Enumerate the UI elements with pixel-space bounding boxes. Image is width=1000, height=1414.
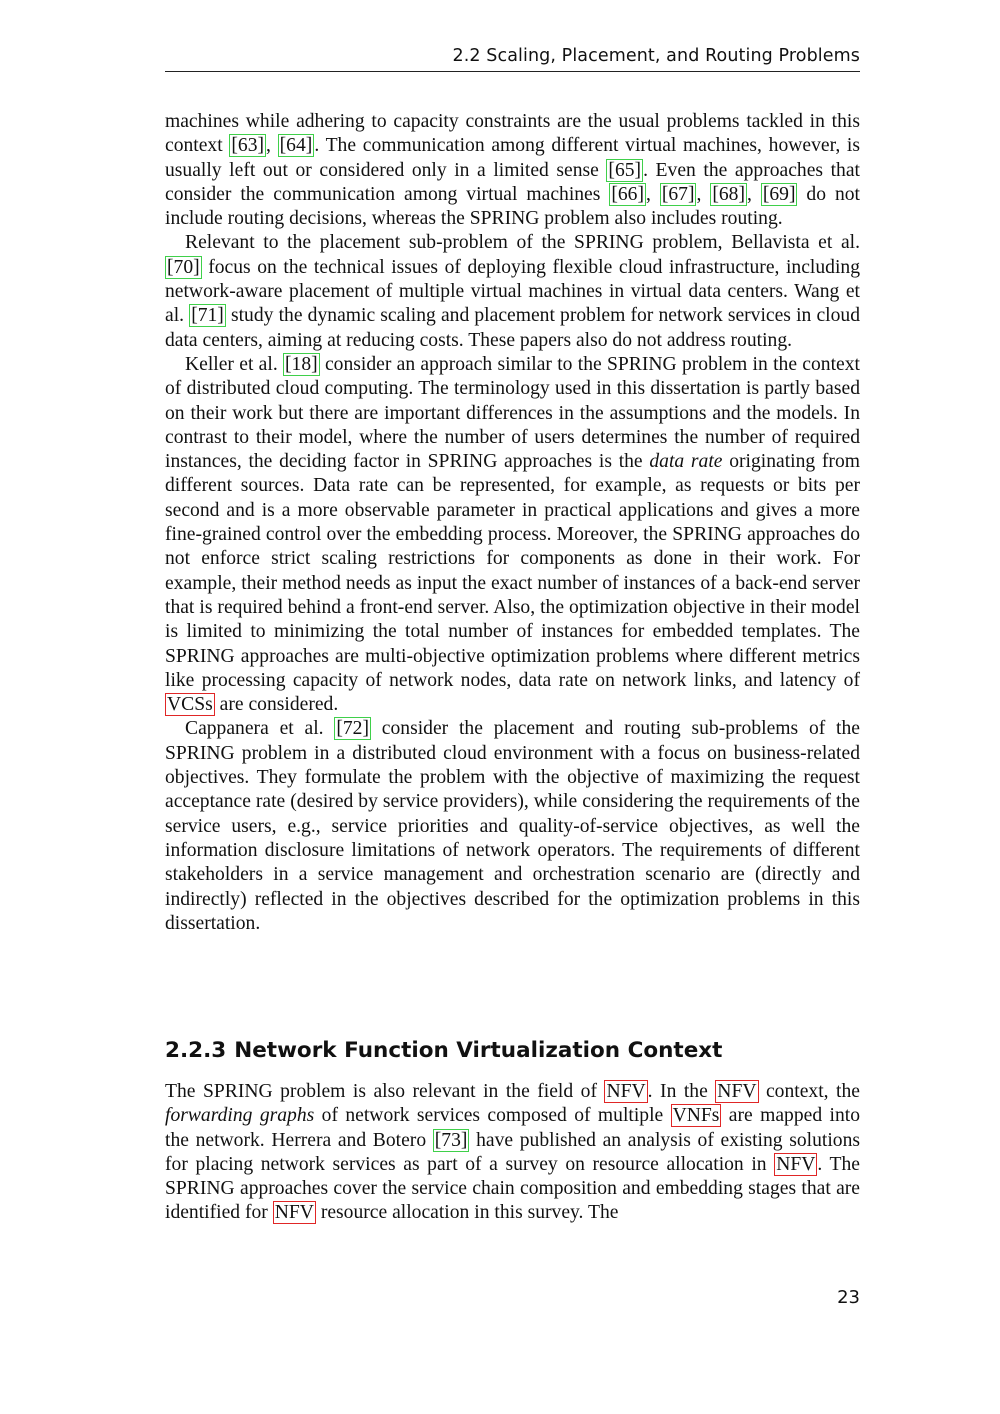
acronym-link[interactable]: NFV bbox=[606, 1081, 646, 1102]
citation-link[interactable]: [70] bbox=[167, 256, 200, 278]
text-run: of network services composed of multiple bbox=[314, 1105, 671, 1127]
citation-link[interactable]: [72] bbox=[336, 718, 369, 740]
text-run: are considered. bbox=[214, 694, 339, 716]
text-run: focus on the technical issues of deploying flexible cloud infrastructure, including network-aware placement of multiple virtual machines in virtual data centers. Wang et al. bbox=[165, 256, 860, 327]
text-run: study the dynamic scaling and placement problem for network services in cloud data centers, aiming at reducing costs. These papers also do not address routing. bbox=[165, 305, 861, 351]
text-run: . The communication among different virtual machines, however, is usually left out or considered only in a limited sense bbox=[165, 135, 860, 181]
citation-link[interactable]: [63] bbox=[231, 135, 265, 157]
acronym-link[interactable]: VNFs bbox=[672, 1105, 720, 1127]
citation-link[interactable]: [67] bbox=[661, 183, 695, 205]
text-run: have published an analysis of existing solutions for placing network services as part of a survey on resource allocation in bbox=[165, 1129, 860, 1175]
text-run: resource allocation in this survey. The bbox=[315, 1202, 619, 1224]
section-heading bbox=[165, 1038, 860, 1063]
section-number: 2.2.3 bbox=[165, 1038, 227, 1063]
paragraph-4 bbox=[165, 717, 860, 936]
paragraph-2 bbox=[165, 231, 860, 352]
text-run: consider an approach similar to the SPRING problem in the context of distributed cloud computing. The terminology used in this dissertation is partly based on their work but there are important differences in the assumptions and the models. In contrast to their model, where the number of users determines the number of required instances, the deciding factor in SPRING approaches is the bbox=[165, 353, 860, 473]
page-number: 23 bbox=[837, 1287, 860, 1308]
section-title: Network Function Virtualization Context bbox=[234, 1038, 723, 1063]
text-run: context, the bbox=[758, 1081, 860, 1102]
citation-link[interactable]: [71] bbox=[191, 305, 224, 327]
emphasis: data rate bbox=[649, 451, 723, 473]
paragraph-5 bbox=[165, 1080, 860, 1226]
text-run: , bbox=[696, 183, 711, 205]
citation-link[interactable]: [18] bbox=[285, 353, 318, 375]
emphasis: forwarding graphs bbox=[165, 1105, 315, 1127]
text-run: originating from different sources. Data rate can be represented, for example, as requests or bits per second and is a more observable parameter in practical applications and gives a more fine-grained control over the embedding process. Moreover, the SPRING approaches do not enforce strict scaling restrictions for components as done in their work. For example, their method needs as input the exact number of instances of a back-end server that is required behind a front-end server. Also, the optimization objective in their model is limited to minimizing the total number of instances for embedded templates. The SPRING approaches are multi-objective optimization problems where different metrics like processing capacity of network nodes, data rate on network links, and latency of bbox=[165, 451, 860, 691]
citation-link[interactable]: [65] bbox=[608, 159, 642, 181]
text-run: Relevant to the placement sub-problem of the SPRING problem, Bellavista et al. bbox=[185, 232, 860, 254]
acronym-link[interactable]: VCSs bbox=[167, 694, 213, 716]
text-run: , bbox=[266, 135, 278, 157]
text-run: The SPRING problem is also relevant in the field of bbox=[165, 1081, 605, 1102]
paragraph-3 bbox=[165, 353, 860, 717]
text-run: machines while adhering to capacity constraints are the usual problems tackled in this context bbox=[165, 111, 860, 157]
text-run: , bbox=[746, 183, 761, 205]
citation-link[interactable]: [66] bbox=[611, 183, 644, 205]
text-run: , bbox=[645, 183, 660, 205]
header-rule bbox=[165, 71, 860, 72]
text-run: do not include routing decisions, whereas the SPRING problem also includes routing. bbox=[165, 183, 861, 230]
citation-link[interactable]: [73] bbox=[434, 1129, 468, 1151]
section-body bbox=[165, 1080, 860, 1226]
acronym-link[interactable]: NFV bbox=[717, 1081, 757, 1102]
running-header: 2.2 Scaling, Placement, and Routing Problems bbox=[452, 46, 860, 66]
text-run: . The SPRING approaches cover the service chain composition and embedding stages that are identified for bbox=[165, 1153, 861, 1224]
acronym-link[interactable]: NFV bbox=[274, 1202, 314, 1224]
text-run: are mapped into the network. Herrera and Botero bbox=[165, 1105, 860, 1151]
body-text bbox=[165, 110, 860, 936]
text-run: Keller et al. bbox=[185, 353, 284, 375]
paragraph-1 bbox=[165, 110, 860, 231]
citation-link[interactable]: [64] bbox=[279, 135, 313, 157]
text-run: . In the bbox=[647, 1081, 716, 1102]
citation-link[interactable]: [69] bbox=[762, 183, 796, 205]
text-run: Cappanera et al. bbox=[185, 718, 335, 740]
text-run: consider the placement and routing sub-problems of the SPRING problem in a distributed cloud environment with a focus on business-related objectives. They formulate the problem with the objective of maximizing the request acceptance rate (desired by service providers), while considering the requirements of the service users, e.g., service priorities and quality-of-service objectives, as well the information disclosure limitations of network operators. The requirements of different stakeholders in a service management and orchestration scenario are (directly and indirectly) reflected in the objectives described for the optimization problems in this dissertation. bbox=[165, 718, 860, 934]
text-run: . Even the approaches that consider the communication among virtual machines bbox=[165, 159, 860, 205]
citation-link[interactable]: [68] bbox=[712, 183, 745, 205]
acronym-link[interactable]: NFV bbox=[776, 1153, 816, 1175]
